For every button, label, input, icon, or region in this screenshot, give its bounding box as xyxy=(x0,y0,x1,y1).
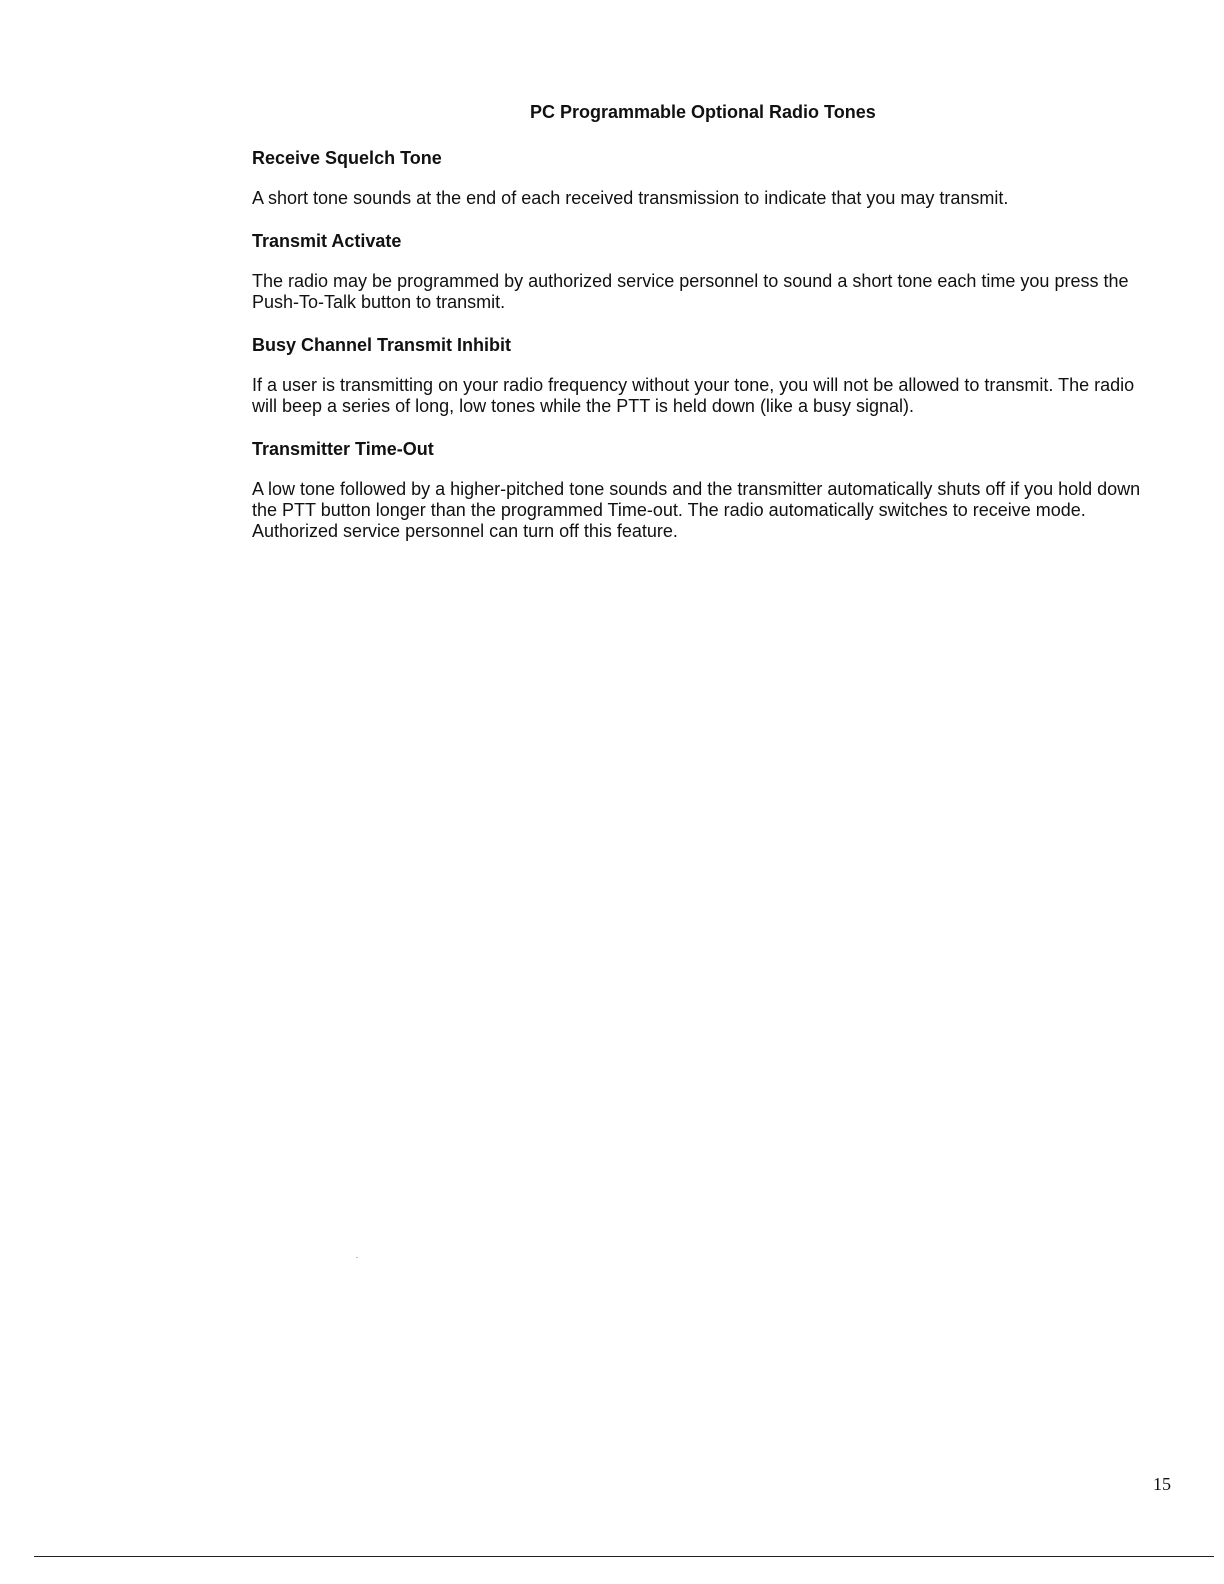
section-transmit-activate xyxy=(252,229,1152,313)
section-heading: Busy Channel Transmit Inhibit xyxy=(252,335,512,355)
section-body: A short tone sounds at the end of each received transmission to indicate that you may transmit. xyxy=(252,188,1009,208)
footer-divider xyxy=(34,1556,1214,1557)
document-body xyxy=(252,146,1152,562)
section-body: A low tone followed by a higher-pitched tone sounds and the transmitter automatically shuts off if you hold down the PTT button longer than the programmed Time-out. The radio automatically switches to receive mode. Authorized service personnel can turn off this feature. xyxy=(252,479,1141,541)
section-heading: Transmit Activate xyxy=(252,231,402,251)
page-number: 15 xyxy=(1153,1474,1171,1494)
page-title: PC Programmable Optional Radio Tones xyxy=(530,102,876,122)
section-receive-squelch-tone xyxy=(252,146,1152,209)
section-heading: Transmitter Time-Out xyxy=(252,439,434,459)
section-busy-channel-transmit-inhibit xyxy=(252,333,1152,417)
section-body: If a user is transmitting on your radio frequency without your tone, you will not be allowed to transmit. The radio will beep a series of long, low tones while the PTT is held down (like a busy signal). xyxy=(252,375,1135,416)
section-heading: Receive Squelch Tone xyxy=(252,148,442,168)
section-transmitter-time-out xyxy=(252,437,1152,542)
section-body: The radio may be programmed by authorized service personnel to sound a short tone each time you press the Push-To-Talk button to transmit. xyxy=(252,271,1129,312)
scan-speck xyxy=(356,1257,358,1258)
